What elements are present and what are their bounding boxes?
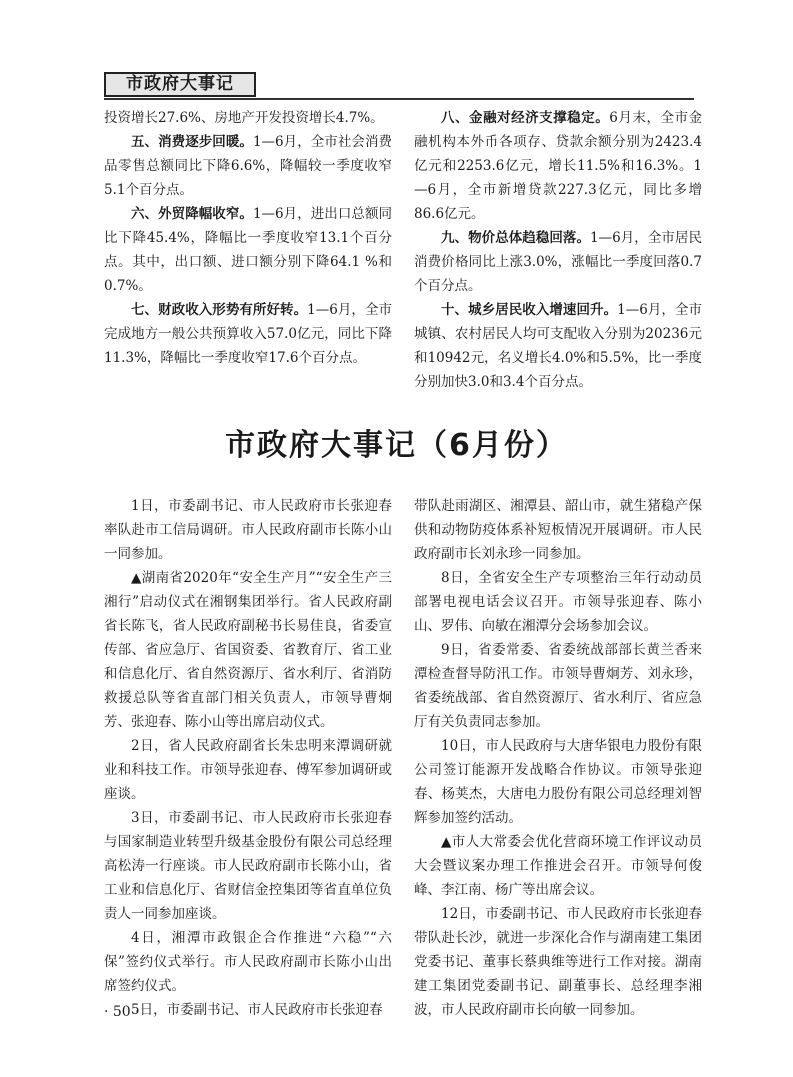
top-left-column	[104, 106, 392, 370]
section-label: 市政府大事记	[104, 72, 256, 97]
event-paragraph	[104, 806, 392, 926]
paragraph-heading: 六、外贸降幅收窄。	[131, 206, 253, 222]
paragraph-text: 10日，市人民政府与大唐华银电力股份有限公司签订能源开发战略合作协议。市领导张迎春、杨荚杰，大唐电力股份有限公司总经理刘智辉参加签约活动。	[414, 738, 702, 826]
paragraph-heading: 十、城乡居民收入增速回升。	[441, 302, 618, 318]
event-paragraph	[104, 566, 392, 734]
event-paragraph	[414, 638, 702, 734]
paragraph-text: 投资增长27.6%、房地产开发投资增长4.7%。	[104, 110, 384, 126]
paragraph-text: 1—6月，全市居民消费价格同比上涨3.0%，涨幅比一季度回落0.7个百分点。	[414, 230, 702, 294]
paragraph-text: ▲市人大常委会优化营商环境工作评议动员大会暨议案办理工作推进会召开。市领导何俊峰、李江南、杨广等出席会议。	[414, 834, 702, 898]
paragraph-text: 5日，市委副书记、市人民政府市长张迎春	[131, 1002, 383, 1018]
stats-paragraph	[104, 130, 392, 202]
paragraph-text: 1—6月，进出口总额同比下降45.4%，降幅比一季度收窄13.1个百分点。其中，出口额、进口额分别下降64.1 %和0.7%。	[104, 206, 392, 294]
bottom-right-column	[414, 494, 702, 1022]
event-paragraph	[414, 566, 702, 638]
event-paragraph	[414, 830, 702, 902]
stats-paragraph	[104, 298, 392, 370]
stats-paragraph	[104, 202, 392, 298]
paragraph-heading: 五、消费逐步回暖。	[131, 134, 253, 150]
paragraph-text: 2日，省人民政府副省长朱忠明来潭调研就业和科技工作。市领导张迎春、傅军参加调研或座谈。	[104, 738, 392, 802]
event-paragraph	[414, 902, 702, 1022]
stats-paragraph	[414, 106, 702, 226]
paragraph-text: 带队赴雨湖区、湘潭县、韶山市，就生猪稳产保供和动物防疫体系补短板情况开展调研。市人民政府副市长刘永珍一同参加。	[414, 498, 702, 562]
event-paragraph	[414, 734, 702, 830]
paragraph-text: 6月末，全市金融机构本外币各项存、贷款余额分别为2423.4亿元和2253.6亿元，增长11.5%和16.3%。1—6月，全市新增贷款227.3亿元，同比多增86.6亿元。	[414, 110, 703, 222]
paragraph-text: 3日，市委副书记、市人民政府市长张迎春与国家制造业转型升级基金股份有限公司总经理高松涛一行座谈。市人民政府副市长陈小山，省工业和信息化厅、省财信金控集团等省直单位负责人一同参加座谈。	[104, 810, 392, 922]
paragraph-text: 8日，全省安全生产专项整治三年行动动员部署电视电话会议召开。市领导张迎春、陈小山、罗伟、向敏在湘潭分会场参加会议。	[414, 570, 702, 634]
event-paragraph	[104, 734, 392, 806]
paragraph-text: 9日，省委常委、省委统战部部长黄兰香来潭检查督导防汛工作。市领导曹炯芳、刘永珍，省委统战部、省自然资源厅、省水利厅、省应急厅有关负责同志参加。	[414, 642, 702, 730]
running-header	[104, 70, 694, 100]
paragraph-heading: 八、金融对经济支撑稳定。	[441, 110, 610, 126]
bottom-left-column	[104, 494, 392, 1022]
paragraph-text: 1日，市委副书记、市人民政府市长张迎春率队赴市工信局调研。市人民政府副市长陈小山一同参加。	[104, 498, 392, 562]
stats-paragraph	[414, 298, 702, 394]
top-right-column	[414, 106, 702, 394]
paragraph-text: 12日，市委副书记、市人民政府市长张迎春带队赴长沙，就进一步深化合作与湖南建工集团党委书记、董事长蔡典维等进行工作对接。湖南建工集团党委副书记、副董事长、总经理李湘波，市人民政府副市长向敏一同参加。	[414, 906, 702, 1018]
paragraph-text: 4日，湘潭市政银企合作推进“六稳”“六保”签约仪式举行。市人民政府副市长陈小山出席签约仪式。	[104, 930, 392, 994]
stats-paragraph	[414, 226, 702, 298]
paragraph-heading: 九、物价总体趋稳回落。	[441, 230, 591, 246]
page-number: · 50 ·	[104, 1004, 140, 1020]
paragraph-text: 1—6月，全市社会消费品零售总额同比下降6.6%，降幅较一季度收窄5.1个百分点。	[104, 134, 392, 198]
paragraph-text: ▲湖南省2020年“安全生产月”“安全生产三湘行”启动仪式在湘钢集团举行。省人民政府副省长陈飞，省人民政府副秘书长易佳良，省委宣传部、省应急厅、省国资委、省教育厅、省工业和信息化厅、省自然资源厅、省水利厅、省消防救援总队等省直部门相关负责人，市领导曹炯芳、张迎春、陈小山等出席启动仪式。	[104, 570, 392, 730]
paragraph-text: 1—6月，全市完成地方一般公共预算收入57.0亿元，同比下降11.3%，降幅比一季度收窄17.6个百分点。	[104, 302, 392, 366]
paragraph-heading: 七、财政收入形势有所好转。	[131, 302, 308, 318]
event-paragraph	[104, 926, 392, 998]
event-paragraph	[414, 494, 702, 566]
stats-paragraph	[104, 106, 392, 130]
event-paragraph	[104, 998, 392, 1022]
event-paragraph	[104, 494, 392, 566]
page-title: 市政府大事记（6月份）	[225, 428, 568, 463]
paragraph-text: 1—6月，全市城镇、农村居民人均可支配收入分别为20236元和10942元，名义增长4.0%和5.5%，比一季度分别加快3.0和3.4个百分点。	[414, 302, 702, 390]
